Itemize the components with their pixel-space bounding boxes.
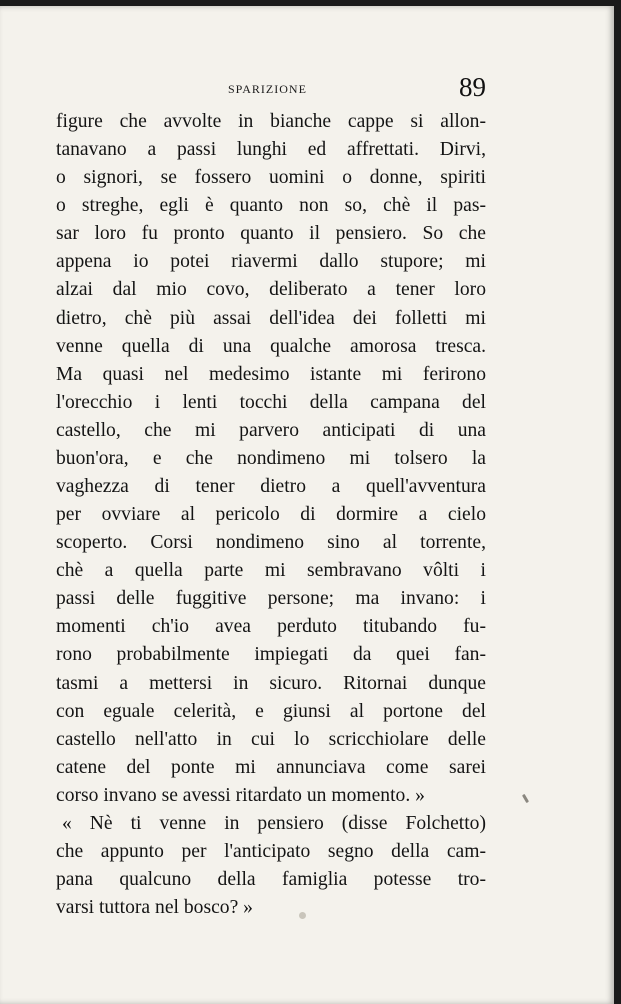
text-line: venne quella di una qualche amorosa tresca. — [56, 335, 486, 357]
page-header — [56, 72, 486, 112]
text-line: chè a quella parte mi sembravano vôlti i — [56, 560, 486, 582]
text-line: varsi tuttora nel bosco? » — [56, 897, 253, 919]
text-line: vaghezza di tener dietro a quell'avventura — [56, 476, 486, 498]
text-line: corso invano se avessi ritardato un momento. » — [56, 784, 425, 806]
text-line: tanavano a passi lunghi ed affrettati. Dirvi, — [56, 139, 486, 161]
text-line: figure che avvolte in bianche cappe si allon- — [56, 111, 486, 132]
text-line: tasmi a mettersi in sicuro. Ritornai dunque — [56, 672, 486, 694]
text-line: con eguale celerità, e giunsi al portone del — [56, 700, 486, 722]
text-line: passi delle fuggitive persone; ma invano: i — [56, 588, 486, 610]
text-line: Ma quasi nel medesimo istante mi ferirono — [56, 363, 486, 385]
text-line: buon'ora, e che nondimeno mi tolsero la — [56, 447, 486, 469]
text-line: appena io potei riavermi dallo stupore; mi — [56, 251, 486, 273]
page-number: 89 — [459, 72, 486, 102]
text-line: sar loro fu pronto quanto il pensiero. So che — [56, 223, 486, 245]
running-head: SPARIZIONE — [228, 82, 307, 96]
paper-speck — [522, 794, 529, 803]
text-line: rono probabilmente impiegati da quei fan- — [56, 644, 486, 666]
text-line: dietro, chè più assai dell'idea dei folletti mi — [56, 307, 486, 329]
body-text — [56, 108, 486, 922]
book-page — [0, 6, 614, 1004]
text-line: o streghe, egli è quanto non so, chè il pas- — [56, 195, 486, 217]
text-line: momenti ch'io avea perduto titubando fu- — [56, 616, 486, 638]
text-line: alzai dal mio covo, deliberato a tener loro — [56, 279, 486, 301]
text-line: che appunto per l'anticipato segno della cam- — [56, 841, 486, 863]
text-line: per ovviare al pericolo di dormire a cielo — [56, 504, 486, 526]
text-line: « Nè ti venne in pensiero (disse Folchetto) — [62, 812, 486, 834]
text-line: castello nell'atto in cui lo scricchiolare delle — [56, 728, 486, 750]
paper-speck — [299, 912, 306, 919]
text-line: castello, che mi parvero anticipati di una — [56, 419, 486, 441]
text-line: catene del ponte mi annunciava come sarei — [56, 756, 486, 778]
text-line: pana qualcuno della famiglia potesse tro- — [56, 869, 486, 891]
text-line: scoperto. Corsi nondimeno sino al torrente, — [56, 532, 486, 554]
text-line: l'orecchio i lenti tocchi della campana del — [56, 391, 486, 413]
text-line: o signori, se fossero uomini o donne, spiriti — [56, 167, 486, 189]
